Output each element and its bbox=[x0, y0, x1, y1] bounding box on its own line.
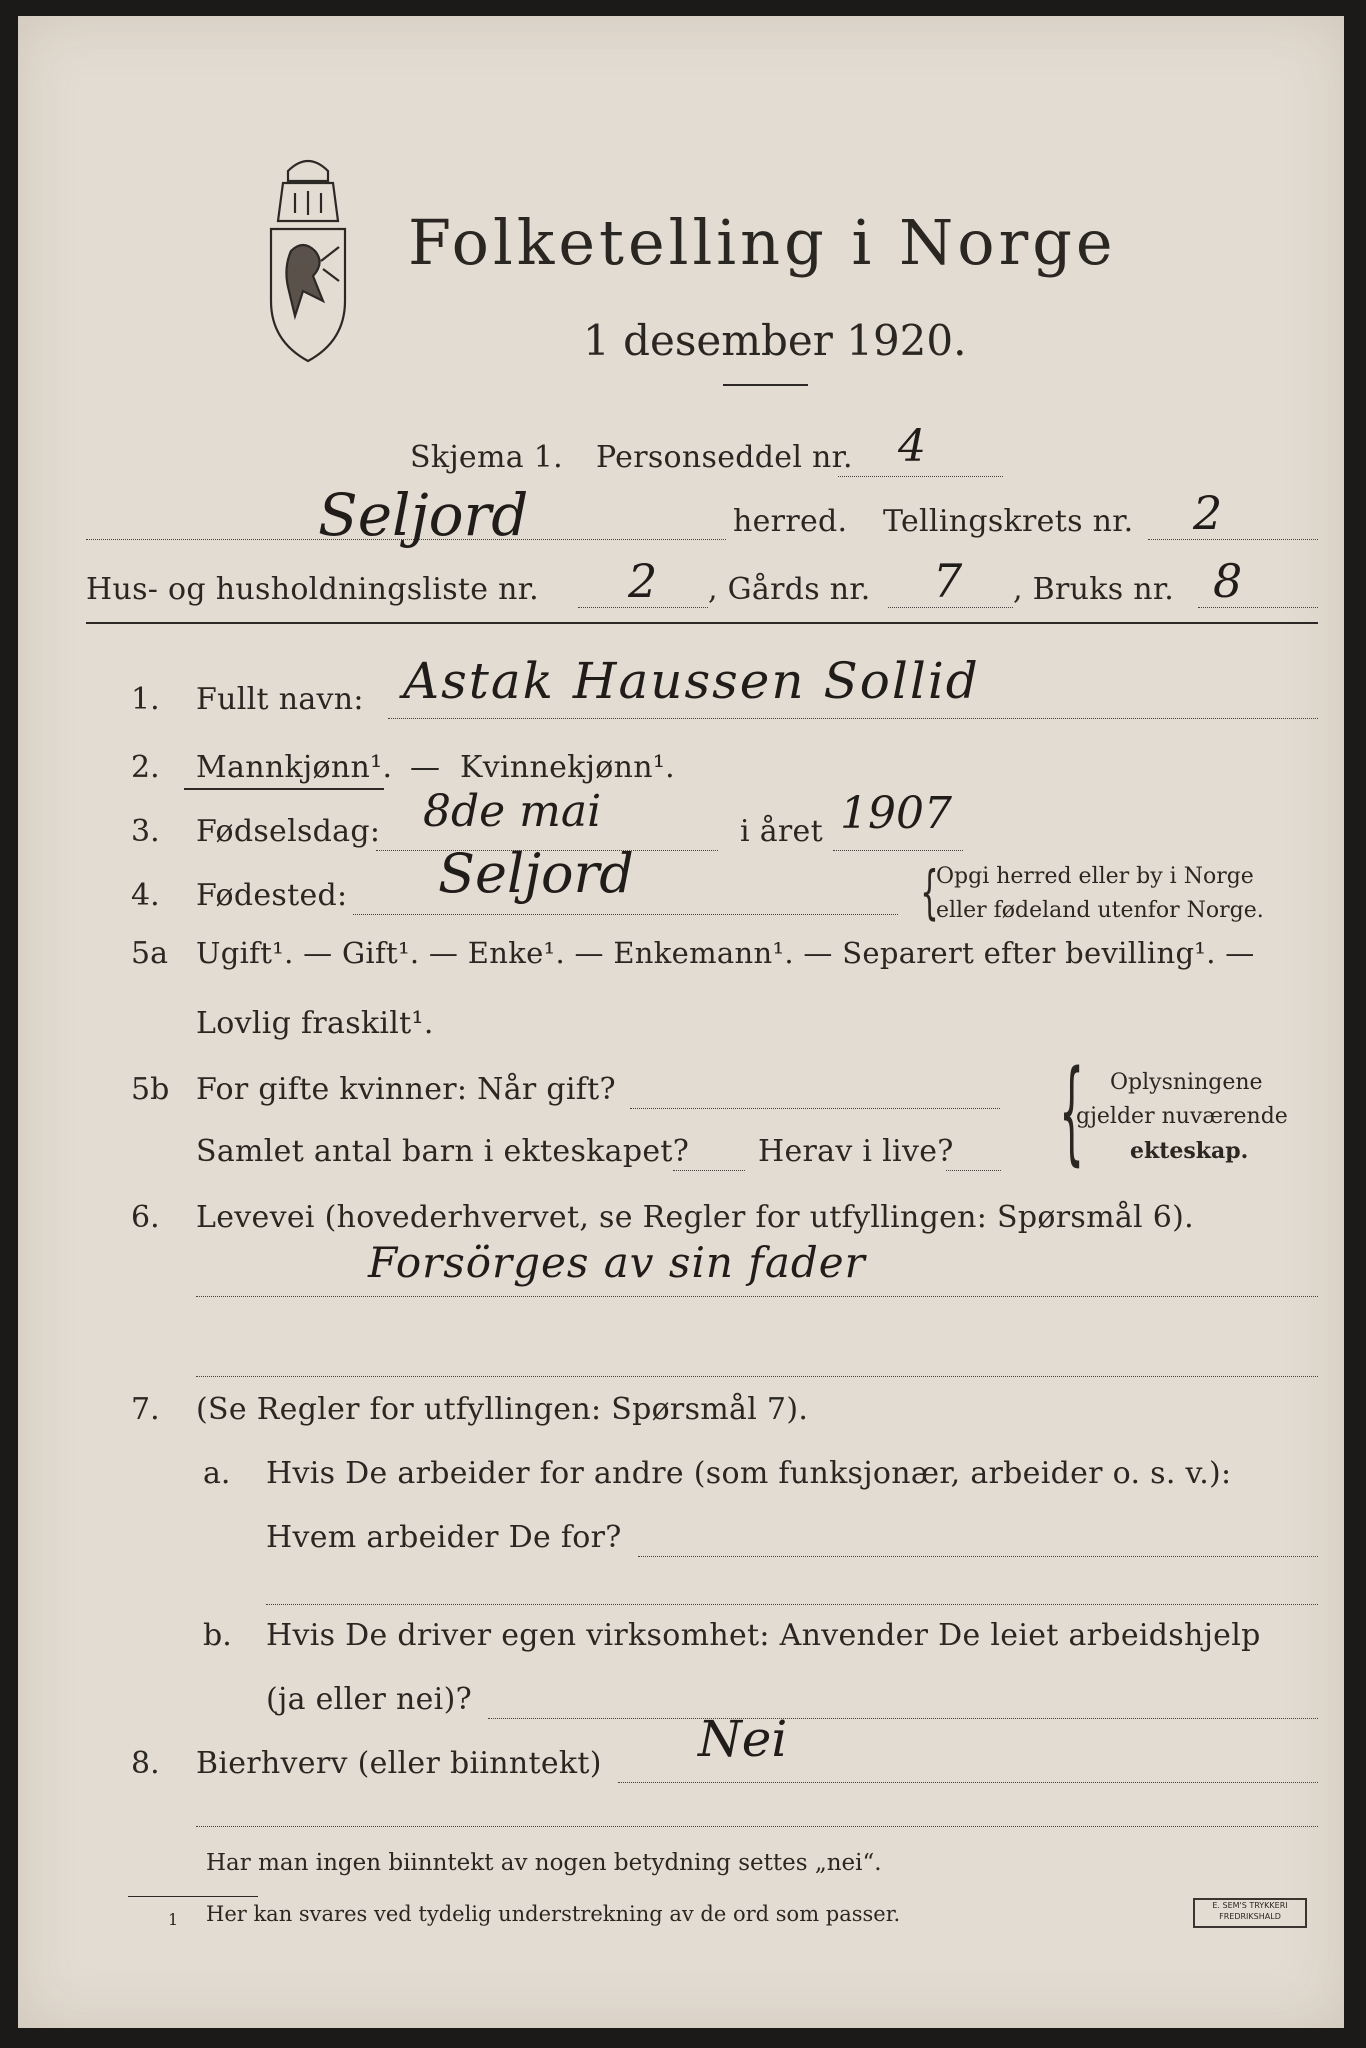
page-title: Folketelling i Norge bbox=[408, 206, 1117, 279]
birthplace-value: Seljord bbox=[438, 842, 634, 905]
q1-label: Fullt navn: bbox=[196, 682, 364, 717]
footer-note: Har man ingen biinntekt av nogen betydning settes „nei“. bbox=[206, 1850, 882, 1876]
q7-label: (Se Regler for utfyllingen: Spørsmål 7). bbox=[196, 1392, 809, 1427]
coat-of-arms-icon bbox=[243, 151, 373, 366]
q1-line bbox=[388, 718, 1318, 719]
q5b-number: 5b bbox=[131, 1072, 170, 1107]
gards-label: , Gårds nr. bbox=[708, 572, 871, 607]
q8-line-2 bbox=[196, 1826, 1318, 1827]
husliste-value: 2 bbox=[628, 554, 658, 608]
q7a-answer-line-2 bbox=[266, 1604, 1318, 1605]
occupation-value: Forsörges av sin fader bbox=[368, 1238, 866, 1287]
bruks-label: , Bruks nr. bbox=[1013, 572, 1175, 607]
q8-number: 8. bbox=[131, 1746, 160, 1781]
q5a-number: 5a bbox=[131, 936, 168, 971]
tellingskrets-value: 2 bbox=[1193, 486, 1223, 540]
header-divider bbox=[86, 622, 1318, 624]
birthday-value: 8de mai bbox=[423, 786, 602, 837]
q7a-line-2: Hvem arbeider De for? bbox=[266, 1520, 622, 1555]
q7a-answer-line-1 bbox=[638, 1556, 1318, 1557]
printer-stamp bbox=[1193, 1898, 1307, 1928]
q6-line-2 bbox=[196, 1376, 1318, 1377]
q5b-line-1 bbox=[630, 1108, 1000, 1109]
q2-number: 2. bbox=[131, 750, 160, 785]
title-divider bbox=[723, 384, 808, 386]
q7-number: 7. bbox=[131, 1392, 160, 1427]
gards-value: 7 bbox=[933, 554, 963, 608]
q6-line-1 bbox=[196, 1296, 1318, 1297]
q5b-line-3 bbox=[946, 1170, 1001, 1171]
footnote-number: 1 bbox=[168, 1910, 179, 1929]
birth-year-value: 1907 bbox=[840, 788, 952, 839]
q5b-children-total: Samlet antal barn i ekteskapet? bbox=[196, 1134, 690, 1169]
q7b-line-2: (ja eller nei)? bbox=[266, 1682, 472, 1717]
q7b-answer-line bbox=[488, 1718, 1318, 1719]
q5b-line-2 bbox=[673, 1170, 745, 1171]
tellingskrets-line bbox=[1148, 539, 1318, 540]
q4-brace: { bbox=[920, 858, 939, 926]
skjema-label: Skjema 1. bbox=[410, 440, 563, 475]
q4-label: Fødested: bbox=[196, 878, 348, 913]
sex-female-option: Kvinnekjønn¹. bbox=[460, 750, 675, 785]
q7b-letter: b. bbox=[203, 1618, 232, 1653]
sex-separator: — bbox=[410, 750, 441, 785]
sex-male-option: Mannkjønn¹. bbox=[196, 750, 393, 785]
q5b-children-alive: Herav i live? bbox=[758, 1134, 954, 1169]
sex-male-underline bbox=[184, 788, 384, 790]
q5b-brace: { bbox=[1059, 1047, 1085, 1177]
q8-line-1 bbox=[618, 1782, 1318, 1783]
printer-name: E. SEM'S TRYKKERI bbox=[1212, 1901, 1288, 1910]
q4-number: 4. bbox=[131, 878, 160, 913]
full-name-value: Astak Haussen Sollid bbox=[403, 652, 980, 710]
footnote-divider bbox=[128, 1896, 258, 1897]
q7b-line-1: Hvis De driver egen virksomhet: Anvender De leiet arbeidshjelp bbox=[266, 1618, 1261, 1653]
q4-line bbox=[353, 914, 898, 915]
printer-city: FREDRIKSHALD bbox=[1219, 1912, 1281, 1921]
q7a-letter: a. bbox=[203, 1456, 231, 1491]
q5b-note-1: Oplysningene bbox=[1110, 1070, 1263, 1095]
personseddel-label: Personseddel nr. bbox=[596, 440, 853, 475]
q5b-married-when: For gifte kvinner: Når gift? bbox=[196, 1072, 616, 1107]
tellingskrets-label: Tellingskrets nr. bbox=[883, 504, 1134, 539]
q4-note-1: Opgi herred eller by i Norge bbox=[936, 864, 1254, 889]
personseddel-line bbox=[838, 476, 1003, 477]
footnote-text: Her kan svares ved tydelig understrekning av de ord som passer. bbox=[206, 1902, 901, 1926]
q5b-note-2: gjelder nuværende bbox=[1076, 1104, 1288, 1129]
q4-note-2: eller fødeland utenfor Norge. bbox=[936, 898, 1264, 923]
q7a-line-1: Hvis De arbeider for andre (som funksjonær, arbeider o. s. v.): bbox=[266, 1456, 1232, 1491]
q5b-note-3: ekteskap. bbox=[1130, 1138, 1249, 1164]
marital-status-divorced: Lovlig fraskilt¹. bbox=[196, 1006, 434, 1041]
personseddel-value: 4 bbox=[898, 421, 926, 472]
herred-label: herred. bbox=[733, 504, 848, 539]
q3-label: Fødselsdag: bbox=[196, 814, 381, 849]
q8-label: Bierhverv (eller biinntekt) bbox=[196, 1746, 602, 1781]
q3-number: 3. bbox=[131, 814, 160, 849]
year-label: i året bbox=[740, 814, 823, 849]
q1-number: 1. bbox=[131, 682, 160, 717]
side-income-value: Nei bbox=[698, 1710, 788, 1768]
marital-status-options: Ugift¹. — Gift¹. — Enke¹. — Enkemann¹. — Separert efter bevilling¹. — bbox=[196, 936, 1255, 970]
bruks-value: 8 bbox=[1213, 554, 1243, 608]
year-line bbox=[833, 850, 963, 851]
herred-value: Seljord bbox=[318, 481, 529, 549]
husliste-label: Hus- og husholdningsliste nr. bbox=[86, 572, 539, 607]
census-form bbox=[18, 16, 1344, 2028]
q6-label: Levevei (hovederhvervet, se Regler for utfyllingen: Spørsmål 6). bbox=[196, 1200, 1194, 1235]
q6-number: 6. bbox=[131, 1200, 160, 1235]
census-date: 1 desember 1920. bbox=[583, 316, 967, 365]
